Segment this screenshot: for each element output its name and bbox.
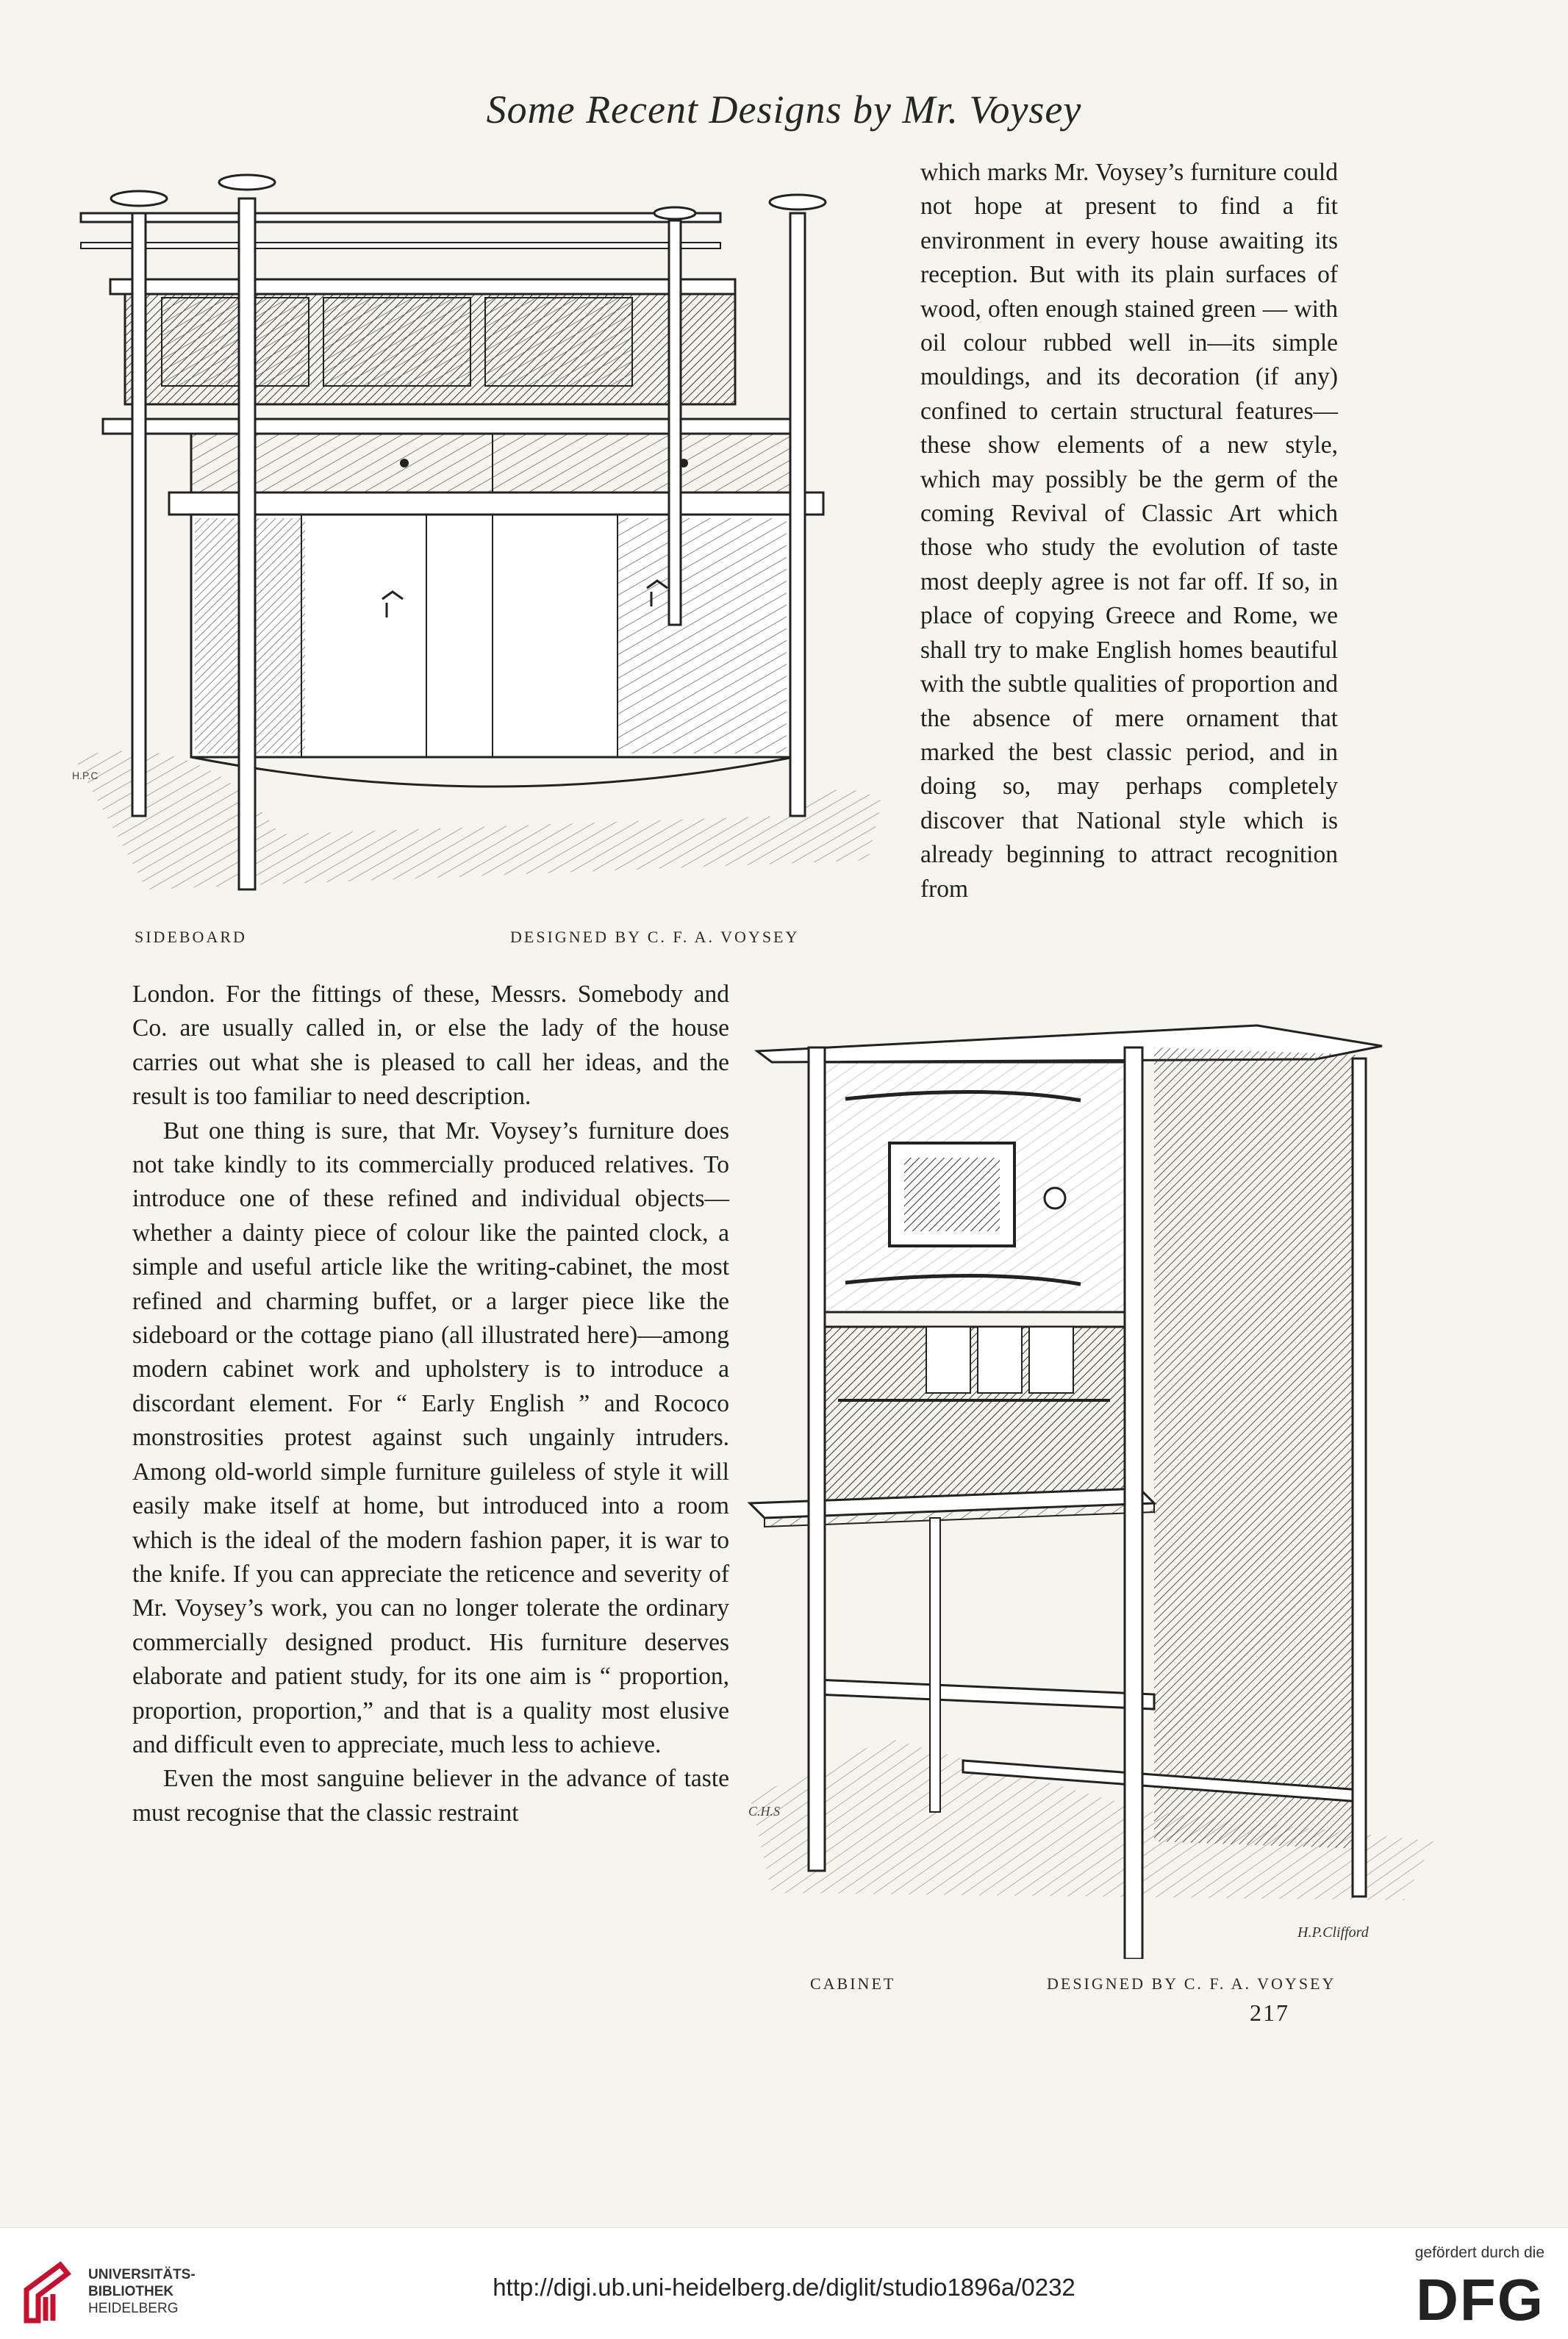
left-text-column <box>132 978 729 1830</box>
cabinet-caption-label: CABINET <box>810 1974 896 1993</box>
cabinet-artist-mark: H.P.Clifford <box>1297 1924 1369 1941</box>
running-title: Some Recent Designs by Mr. Voysey <box>486 87 1082 132</box>
funder-text: gefördert durch die <box>1414 2244 1544 2261</box>
cabinet-caption-credit: DESIGNED BY C. F. A. VOYSEY <box>1047 1974 1336 1993</box>
paragraph: which marks Mr. Voysey’s furniture could not hope at present to find a fit environment in every house awaiting its reception. But with its plain surfaces of wood, often enough stained green — with oil colour rubbed well in—its simple mouldings, and its decoration (if any) confined to certain structural features—these show elements of a new style, which may possibly be the germ of the coming Revival of Classic Art which those who study the evolution of taste most deeply agree is not far off. If so, in place of copying Greece and Rome, we shall try to make English homes beautiful with the subtle qualities of proportion and the absence of mere ornament that marked the best classic period, and in doing so, may perhaps completely discover that National style which is already beginning to attract recognition from <box>920 159 1338 903</box>
library-name-line: UNIVERSITÄTS- <box>88 2267 196 2282</box>
permalink-url[interactable]: http://digi.ub.uni-heidelberg.de/diglit/studio1896a/0232 <box>493 2274 1075 2301</box>
paragraph: But one thing is sure, that Mr. Voysey’s furniture does not take kindly to its commercially produced relatives. To introduce one of these refined and individual objects—whether a dainty piece of colour like the painted clock, a simple and useful article like the writing-cabinet, the most refined and charming buffet, or a larger piece like the sideboard or the cottage piano (all illustrated here)—among modern cabinet work and upholstery is to introduce a discordant element. For “ Early English ” and Rococo monstrosities protest against such ungainly intruders. Among old-world simple furniture guileless of style it will easily make itself at home, but introduced into a room which is the ideal of the modern fashion paper, it is war to the knife. If you can appreciate the reticence and severity of Mr. Voysey’s work, you can no longer tolerate the ordinary commercially designed product. His furniture deserves elaborate and patient study, for its one aim is “ proportion, proportion, proportion,” and that is a quality most elusive and difficult even to appreciate, much less to achieve. <box>132 1117 729 1758</box>
cabinet-illustration <box>742 1018 1448 1959</box>
sideboard-illustration <box>59 169 904 919</box>
library-name-line: HEIDELBERG <box>88 2301 179 2316</box>
sideboard-artist-mark: H.P.C <box>72 770 99 781</box>
page-number: 217 <box>1250 1999 1289 2026</box>
sideboard-caption-credit: DESIGNED BY C. F. A. VOYSEY <box>510 928 800 946</box>
cabinet-artist-mark-left: C.H.S <box>748 1804 781 1819</box>
sideboard-caption-label: SIDEBOARD <box>135 928 247 946</box>
paragraph: Even the most sanguine believer in the advance of taste must recognise that the classic restraint <box>132 1765 729 1827</box>
paragraph: London. For the fittings of these, Messrs. Somebody and Co. are usually called in, or else the lady of the house carries out what she is pleased to call her ideas, and the result is too familiar to need description. <box>132 981 729 1111</box>
library-name-line: BIBLIOTHEK <box>88 2284 174 2299</box>
digitization-footer <box>0 2227 1568 2339</box>
dfg-logo[interactable]: DFG <box>1416 2267 1544 2332</box>
right-text-column <box>920 156 1338 906</box>
